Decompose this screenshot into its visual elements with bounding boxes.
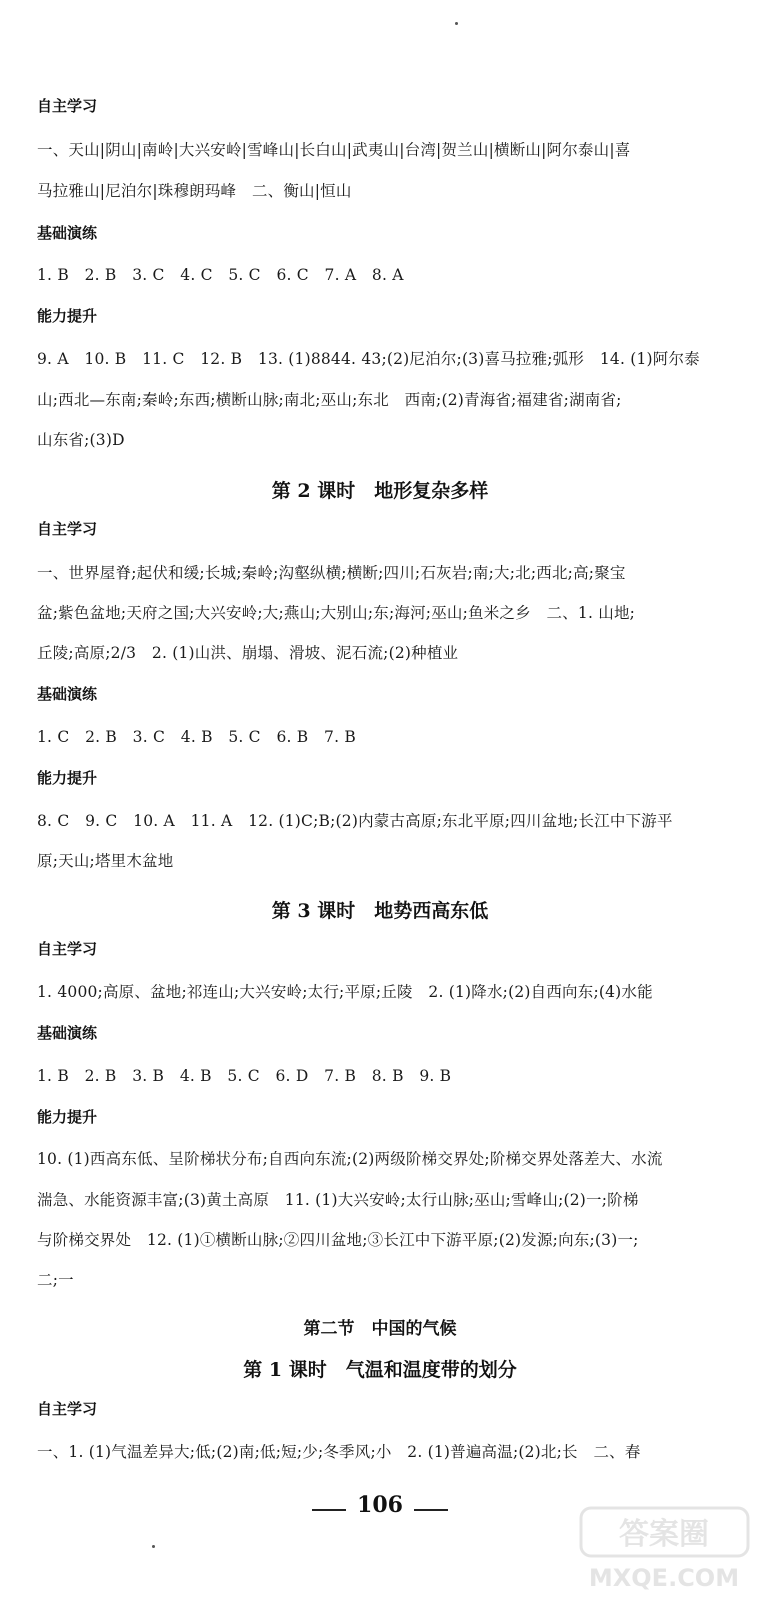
section-heading-basic-practice: 基础演练 — [37, 224, 98, 242]
answer-line: 丘陵;高原;2/3 2. (1)山洪、崩塌、滑坡、泥石流;(2)种植业 — [37, 644, 459, 662]
answer-line: 原;天山;塔里木盆地 — [37, 852, 174, 870]
lesson-title: 第 2 课时 地形复杂多样 — [271, 480, 489, 502]
section-heading-basic-practice: 基础演练 — [37, 1024, 98, 1042]
scan-speck — [152, 1545, 155, 1548]
answer-line: 9. A 10. B 11. C 12. B 13. (1)8844. 43;(2)尼泊尔;(3)喜马拉雅;弧形 14. (1)阿尔泰 — [37, 350, 700, 368]
answer-line: 1. B 2. B 3. B 4. B 5. C 6. D 7. B 8. B 9. B — [37, 1067, 452, 1085]
answer-line: 湍急、水能资源丰富;(3)黄土高原 11. (1)大兴安岭;太行山脉;巫山;雪峰山;(2)一;阶梯 — [37, 1191, 639, 1209]
answer-line: 一、世界屋脊;起伏和缓;长城;秦岭;沟壑纵横;横断;四川;石灰岩;南;大;北;西北;高;聚宝 — [37, 564, 626, 582]
answer-line: 盆;紫色盆地;天府之国;大兴安岭;大;燕山;大别山;东;海河;巫山;鱼米之乡 二、1. 山地; — [37, 604, 636, 622]
answer-line: 二;一 — [37, 1271, 74, 1289]
answer-line: 一、1. (1)气温差异大;低;(2)南;低;短;少;冬季风;小 2. (1)普遍高温;(2)北;长 二、春 — [37, 1443, 641, 1461]
answer-line: 马拉雅山|尼泊尔|珠穆朗玛峰 二、衡山|恒山 — [37, 182, 352, 200]
page-number: 106 — [357, 1492, 403, 1518]
section-heading-self-study: 自主学习 — [37, 1400, 98, 1418]
section-heading-ability: 能力提升 — [37, 769, 98, 787]
section-heading-basic-practice: 基础演练 — [37, 685, 98, 703]
watermark-text: 答案圈 — [619, 1517, 709, 1552]
answer-line: 与阶梯交界处 12. (1)①横断山脉;②四川盆地;③长江中下游平原;(2)发源;向东;(3)一; — [37, 1231, 639, 1249]
answer-line: 1. B 2. B 3. C 4. C 5. C 6. C 7. A 8. A — [37, 266, 404, 284]
section-heading-self-study: 自主学习 — [37, 520, 98, 538]
watermark-logo — [577, 1504, 752, 1594]
answer-line: 10. (1)西高东低、呈阶梯状分布;自西向东流;(2)两级阶梯交界处;阶梯交界处落差大、水流 — [37, 1150, 663, 1168]
section-heading-ability: 能力提升 — [37, 307, 98, 325]
lesson-title: 第 1 课时 气温和温度带的划分 — [243, 1359, 517, 1381]
answer-line: 一、天山|阴山|南岭|大兴安岭|雪峰山|长白山|武夷山|台湾|贺兰山|横断山|阿尔泰山|喜 — [37, 141, 631, 159]
answer-line: 山东省;(3)D — [37, 431, 125, 449]
answer-line: 山;西北—东南;秦岭;东西;横断山脉;南北;巫山;东北 西南;(2)青海省;福建省;湖南省; — [37, 391, 622, 409]
answer-line: 8. C 9. C 10. A 11. A 12. (1)C;B;(2)内蒙古高原;东北平原;四川盆地;长江中下游平 — [37, 812, 673, 830]
section-heading-self-study: 自主学习 — [37, 940, 98, 958]
page-number-right-dash — [414, 1509, 448, 1511]
section-heading-self-study: 自主学习 — [37, 97, 98, 115]
section-heading-ability: 能力提升 — [37, 1108, 98, 1126]
scan-speck — [455, 22, 458, 25]
lesson-title: 第 3 课时 地势西高东低 — [271, 900, 489, 922]
watermark-subtext: MXQE.COM — [588, 1564, 740, 1592]
section-title: 第二节 中国的气候 — [303, 1319, 457, 1339]
answer-line: 1. C 2. B 3. C 4. B 5. C 6. B 7. B — [37, 728, 356, 746]
answer-line: 1. 4000;高原、盆地;祁连山;大兴安岭;太行;平原;丘陵 2. (1)降水;(2)自西向东;(4)水能 — [37, 983, 653, 1001]
